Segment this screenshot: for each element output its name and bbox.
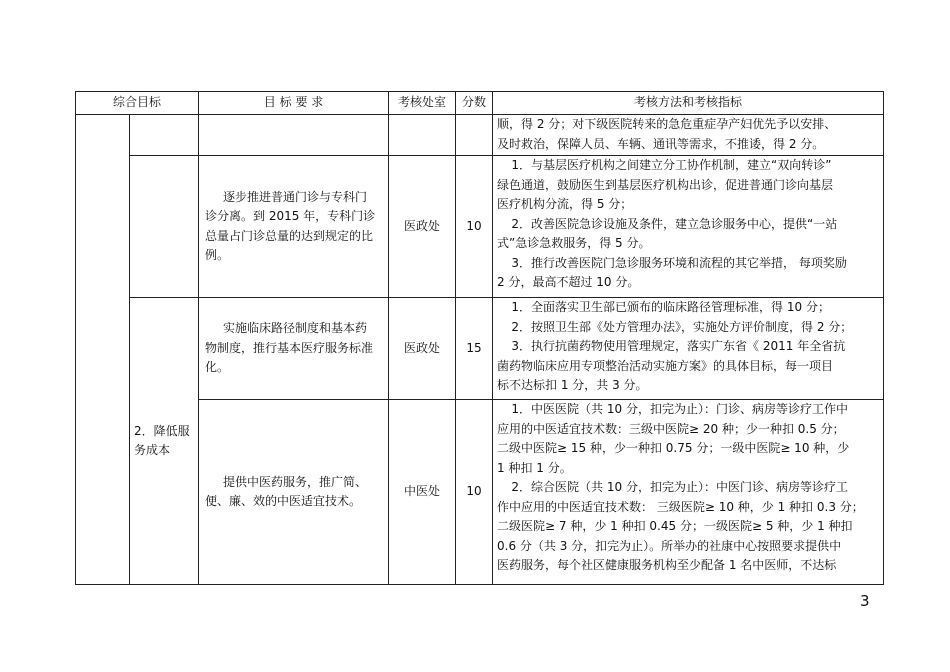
- method-line: 及时救治，保障人员、车辆、通讯等需求，不推诿，得 2 分。: [497, 136, 825, 151]
- requirement-cell: [199, 298, 389, 400]
- method-line: 医药服务，每个社区健康服务机构至少配备 1 名中医师，不达标: [497, 558, 837, 572]
- score-cell: [456, 115, 493, 156]
- goal-main-cell: [76, 115, 130, 585]
- assessment-table: [75, 91, 884, 585]
- table-row: [76, 115, 884, 156]
- method-line: 3．执行抗菌药物使用管理规定，落实广东省《 2011 年全省抗: [511, 339, 846, 353]
- method-line: 1．与基层医疗机构之间建立分工协作机制，建立“双向转诊”: [511, 158, 832, 172]
- method-cell: [493, 156, 884, 298]
- sub-goal-cell-blank: [130, 115, 199, 156]
- method-line: 2．改善医院急诊设施及条件，建立急诊服务中心，提供“一站: [511, 216, 838, 231]
- dept-cell: 医政处: [389, 298, 456, 400]
- requirement-text: 逐步推进普通门诊与专科门诊分离。到 2015 年，专科门诊总量占门诊总量的达到规定的比例。: [205, 189, 376, 262]
- sub-goal-cell: 2．降低服务成本: [130, 298, 199, 585]
- requirement-text: 实施临床路径制度和基本药物制度，推行基本医疗服务标准化。: [205, 321, 374, 375]
- method-cell: [493, 298, 884, 400]
- score-cell: 10: [456, 156, 493, 298]
- method-line: 2．按照卫生部《处方管理办法》，实施处方评价制度，得 2 分；: [511, 319, 853, 334]
- requirement-cell: [199, 400, 389, 585]
- header-score: 分数: [456, 92, 493, 115]
- method-line: 标不达标扣 1 分，共 3 分。: [497, 378, 648, 392]
- method-line: 式”急诊急救服务，得 5 分。: [497, 236, 651, 250]
- page-number: 3: [860, 592, 870, 610]
- method-line: 2．综合医院（共 10 分，扣完为止）：中医门诊、病房等诊疗工: [511, 480, 848, 494]
- method-line: 应用的中医适宜技术数：三级中医院≥ 20 种；少一种扣 0.5 分；: [497, 421, 845, 436]
- method-cell: [493, 400, 884, 585]
- header-assessment-method: 考核方法和考核指标: [493, 92, 884, 115]
- method-line: 0.6 分（共 3 分，扣完为止）。所举办的社康中心按照要求提供中: [497, 538, 842, 553]
- header-goal-requirement: 目 标 要 求: [199, 92, 389, 115]
- method-line: 1 种扣 1 分。: [497, 460, 572, 475]
- method-cell: [493, 115, 884, 156]
- header-assessment-dept: 考核处室: [389, 92, 456, 115]
- method-line: 菌药物临床应用专项整治活动实施方案》的具体目标，每一项目: [497, 358, 834, 373]
- score-cell: 10: [456, 400, 493, 585]
- sub-goal-cell-blank: [130, 156, 199, 298]
- requirement-text: 提供中医药服务，推广简、便、廉、效的中医适宜技术。: [205, 474, 368, 508]
- requirement-cell: [199, 156, 389, 298]
- method-line: 1．全面落实卫生部已颁布的临床路径管理标准，得 10 分；: [511, 300, 830, 314]
- requirement-cell: [199, 115, 389, 156]
- table-header-row: [76, 92, 884, 115]
- dept-cell: 医政处: [389, 156, 456, 298]
- method-line: 作中应用的中医适宜技术数： 三级医院≥ 10 种，少 1 种扣 0.3 分；: [497, 499, 864, 514]
- dept-cell: 中医处: [389, 400, 456, 585]
- table-row: [76, 156, 884, 298]
- method-line: 二级医院≥ 7 种，少 1 种扣 0.45 分；一级医院≥ 5 种，少 1 种扣: [497, 519, 853, 533]
- header-comprehensive-goal: 综合目标: [76, 92, 199, 115]
- method-line: 顺，得 2 分；对下级医院转来的急危重症孕产妇优先予以安排、: [497, 117, 837, 131]
- method-line: 绿色通道，鼓励医生到基层医疗机构出诊，促进普通门诊向基层: [497, 177, 834, 192]
- dept-cell: [389, 115, 456, 156]
- method-line: 二级中医院≥ 15 种，少一种扣 0.75 分；一级中医院≥ 10 种，少: [497, 441, 850, 455]
- method-line: 3．推行改善医院门急诊服务环境和流程的其它举措， 每项奖励: [511, 255, 847, 270]
- method-line: 1．中医医院（共 10 分，扣完为止）：门诊、病房等诊疗工作中: [511, 402, 848, 416]
- score-cell: 15: [456, 298, 493, 400]
- method-line: 医疗机构分流，得 5 分；: [497, 197, 633, 211]
- table-row: [76, 298, 884, 400]
- method-line: 2 分，最高不超过 10 分。: [497, 275, 640, 289]
